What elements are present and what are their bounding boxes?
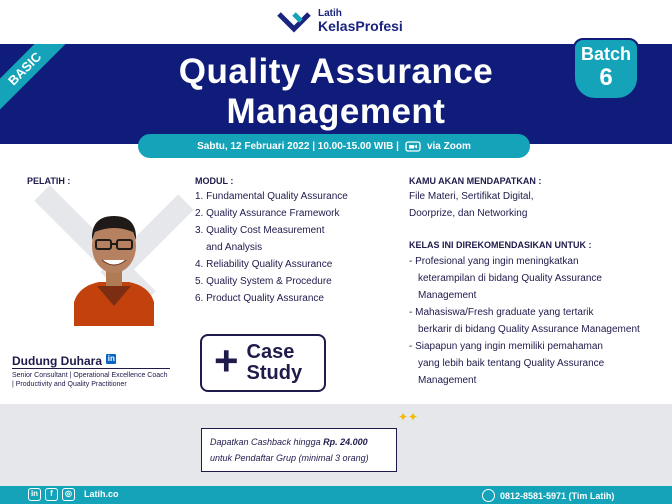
- benefit-line: File Materi, Sertifikat Digital,: [409, 191, 534, 202]
- trainer-role-1: Senior Consultant | Operational Excellence Coach: [12, 372, 168, 379]
- cashback-condition: untuk Pendaftar Grup (minimal 3 orang): [210, 453, 369, 463]
- schedule-bar: [138, 134, 530, 158]
- cashback-amount: Rp. 24.000: [323, 437, 368, 447]
- linkedin-icon[interactable]: in: [28, 488, 41, 501]
- recommended-list: [409, 253, 640, 389]
- case-study-box: [200, 334, 326, 392]
- title-line-2: Management: [226, 92, 446, 131]
- recommend-line: - Mahasiswa/Fresh graduate yang tertarik: [409, 307, 594, 318]
- recommend-line: Management: [418, 290, 477, 301]
- social-icons: [28, 488, 75, 501]
- contact-phone[interactable]: [482, 489, 614, 502]
- batch-badge: [573, 38, 639, 100]
- latih-logo-icon: [276, 8, 312, 34]
- whatsapp-icon: [482, 489, 495, 502]
- zoom-label: via Zoom: [426, 140, 471, 152]
- recommend-line: - Profesional yang ingin meningkatkan: [409, 256, 579, 267]
- schedule-text: Sabtu, 12 Februari 2022 | 10.00-15.00 WIB |: [197, 140, 399, 152]
- recommend-line: - Siapapun yang ingin memiliki pemahaman: [409, 341, 603, 352]
- basic-badge: BASIC: [0, 44, 72, 116]
- batch-number: 6: [599, 64, 613, 91]
- module-item: 2. Quality Assurance Framework: [195, 208, 340, 219]
- instagram-icon[interactable]: ◎: [62, 488, 75, 501]
- brand-logo: [276, 8, 403, 34]
- plus-icon: +: [214, 337, 239, 384]
- benefit-line: Doorprize, dan Networking: [409, 208, 528, 219]
- module-heading: MODUL :: [195, 176, 234, 186]
- recommend-line: Management: [418, 375, 477, 386]
- cashback-prefix: Dapatkan Cashback hingga: [210, 437, 324, 447]
- module-item: 6. Product Quality Assurance: [195, 293, 324, 304]
- trainer-role-2: | Productivity and Quality Practitioner: [12, 381, 127, 388]
- zoom-icon: [405, 141, 421, 152]
- module-item: 3. Quality Cost Measurement: [195, 225, 325, 236]
- batch-label: Batch: [580, 44, 631, 64]
- title-banner: [0, 44, 672, 144]
- cashback-box: [201, 428, 397, 472]
- module-item: 1. Fundamental Quality Assurance: [195, 191, 348, 202]
- phone-number: 0812-8581-5971 (Tim Latih): [500, 490, 615, 501]
- brand-name: KelasProfesi: [318, 18, 403, 34]
- brand-small: Latih: [318, 8, 342, 19]
- trainer-name-text: Dudung Duhara: [12, 354, 102, 368]
- title-line-1: Quality Assurance: [178, 52, 494, 91]
- course-title: [0, 52, 672, 132]
- trainer-name: [12, 354, 116, 368]
- benefits-list: [409, 188, 533, 222]
- module-item: 5. Quality System & Procedure: [195, 276, 332, 287]
- facebook-icon[interactable]: f: [45, 488, 58, 501]
- trainer-photo: [69, 194, 159, 326]
- module-list: [195, 188, 348, 307]
- recommended-heading: KELAS INI DIREKOMENDASIKAN UNTUK :: [409, 240, 592, 250]
- benefits-heading: KAMU AKAN MENDAPATKAN :: [409, 176, 542, 186]
- recommend-line: yang lebih baik tentang Quality Assurance: [418, 358, 605, 369]
- trainer-roles: [12, 371, 168, 389]
- divider: [12, 368, 170, 369]
- sparkle-icon: ✦✦: [398, 410, 419, 424]
- module-item: 4. Reliability Quality Assurance: [195, 259, 333, 270]
- case-study-line-1: Case: [246, 341, 295, 363]
- case-study-line-2: Study: [246, 362, 303, 384]
- trainer-heading: PELATIH :: [27, 176, 71, 186]
- module-item: and Analysis: [206, 242, 263, 253]
- recommend-line: keterampilan di bidang Quality Assurance: [418, 273, 602, 284]
- recommend-line: berkarir di bidang Quality Assurance Management: [418, 324, 640, 335]
- linkedin-icon: in: [107, 354, 115, 363]
- website-link[interactable]: Latih.co: [84, 489, 119, 499]
